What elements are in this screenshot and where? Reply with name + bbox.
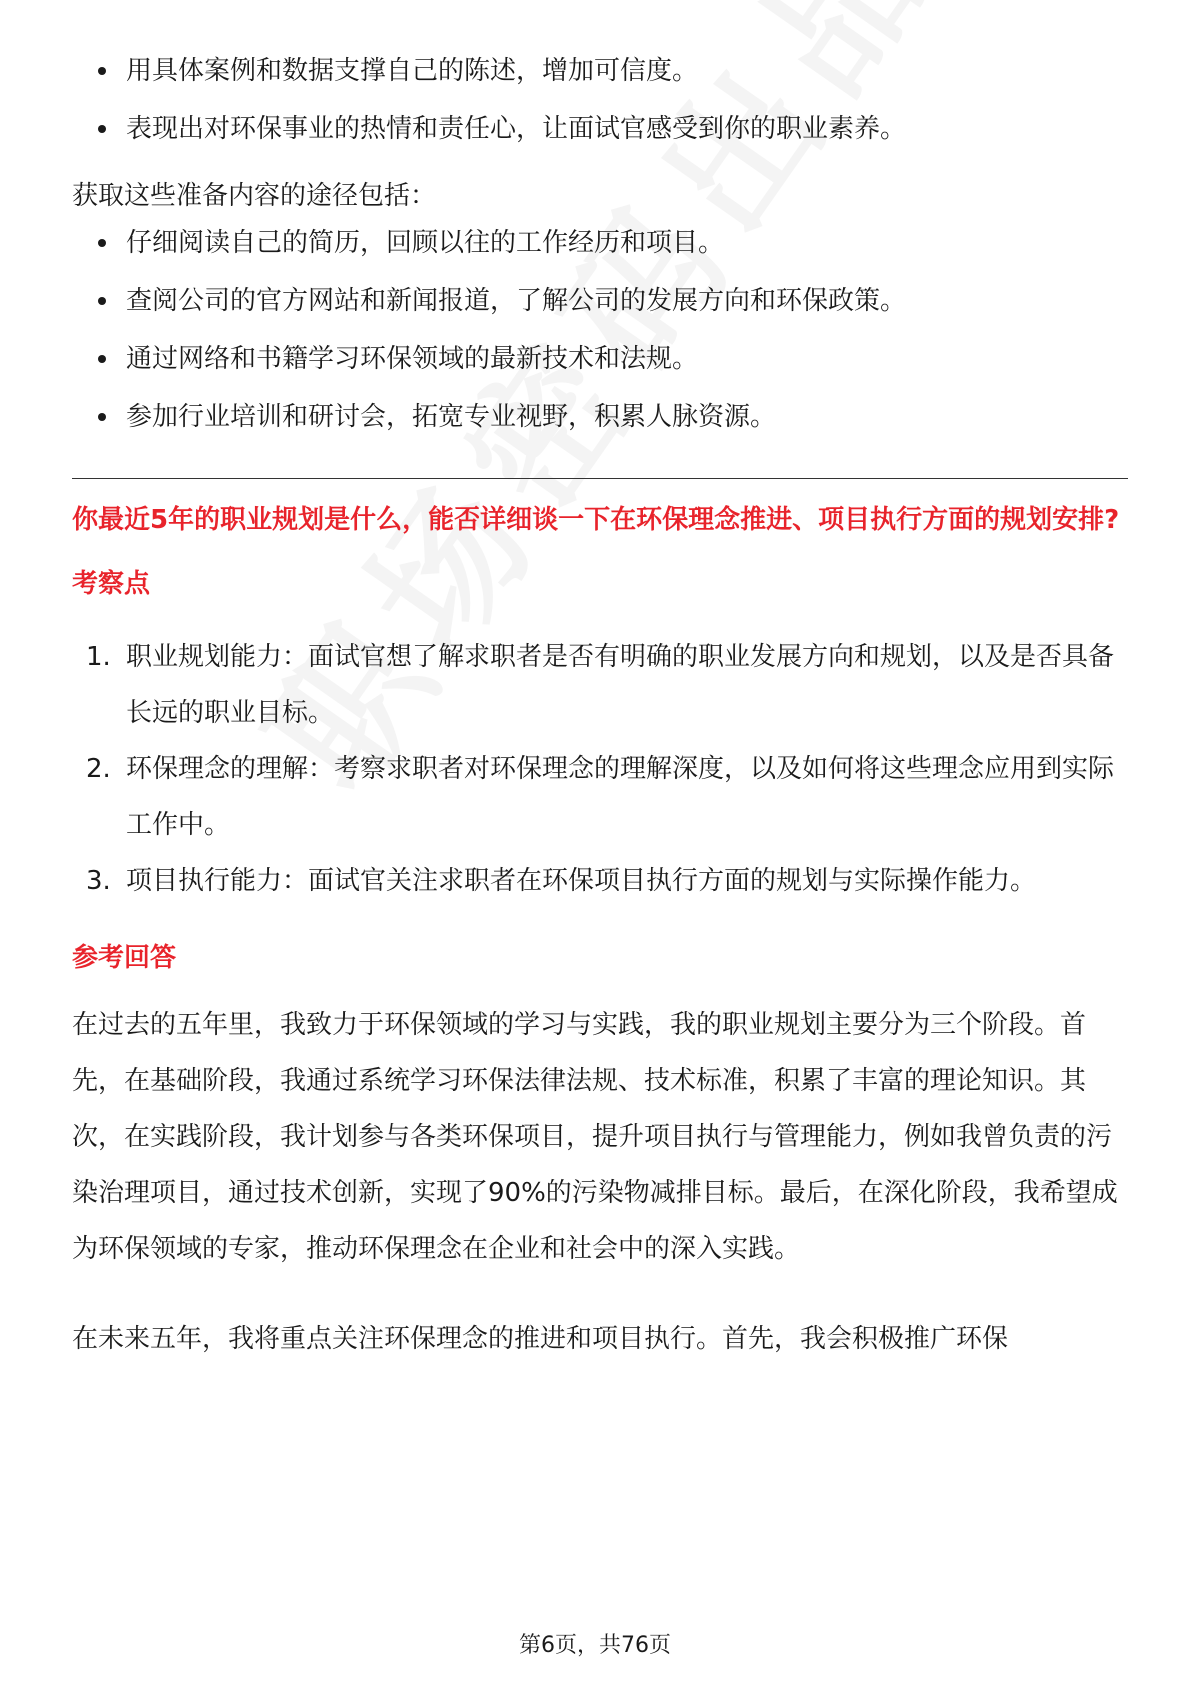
list-item-text: 查阅公司的官方网站和新闻报道，了解公司的发展方向和环保政策。 [126,286,907,316]
list-number: 2. [86,754,111,784]
list-item-text: 参加行业培训和研讨会，拓宽专业视野，积累人脉资源。 [126,402,777,432]
list-item-text: 表现出对环保事业的热情和责任心，让面试官感受到你的职业素养。 [126,114,907,144]
intro-paragraph: 获取这些准备内容的途径包括： [72,181,437,211]
section-heading-answer: 参考回答 [72,943,177,973]
source-bullet-list [72,224,1128,436]
list-number: 1. [86,642,111,672]
bullet-dot-icon [98,239,106,247]
list-item-text: 通过网络和书籍学习环保领域的最新技术和法规。 [126,344,699,374]
list-item [72,741,1128,853]
question-heading: 你最近5年的职业规划是什么，能否详细谈一下在环保理念推进、项目执行方面的规划安排? [72,505,1120,535]
answer-paragraph: 在未来五年，我将重点关注环保理念的推进和项目执行。首先，我会积极推广环保 [72,1324,1009,1354]
list-item [72,224,1128,262]
top-bullet-list [72,52,1128,148]
list-item-text: 仔细阅读自己的简历，回顾以往的工作经历和项目。 [126,228,725,258]
section-divider [72,478,1128,479]
list-item [72,282,1128,320]
list-item-text: 用具体案例和数据支撑自己的陈述，增加可信度。 [126,56,699,86]
bullet-dot-icon [98,413,106,421]
list-item [72,629,1128,741]
page-footer: 第6页，共76页 [519,1633,671,1658]
bullet-dot-icon [98,297,106,305]
section-heading-kaochadian: 考察点 [72,569,151,599]
bullet-dot-icon [98,355,106,363]
answer-body [72,997,1128,1367]
list-item [72,110,1128,148]
list-item [72,398,1128,436]
document-page [72,52,1128,1367]
bullet-dot-icon [98,67,106,75]
list-item [72,853,1128,909]
answer-paragraph: 在过去的五年里，我致力于环保领域的学习与实践，我的职业规划主要分为三个阶段。首先，在基础阶段，我通过系统学习环保法律法规、技术标准，积累了丰富的理论知识。其次，在实践阶段，我计划参与各类环保项目，提升项目执行与管理能力，例如我曾负责的污染治理项目，通过技术创新，实现了90%的污染物减排目标。最后，在深化阶段，我希望成为环保领域的专家，推动环保理念在企业和社会中的深入实践。 [72,1010,1118,1264]
list-item-text: 项目执行能力：面试官关注求职者在环保项目执行方面的规划与实际操作能力。 [126,866,1037,896]
list-item-text: 环保理念的理解：考察求职者对环保理念的理解深度，以及如何将这些理念应用到实际工作中。 [126,754,1115,840]
list-item [72,340,1128,378]
list-item [72,52,1128,90]
bullet-dot-icon [98,125,106,133]
list-item-text: 职业规划能力：面试官想了解求职者是否有明确的职业发展方向和规划，以及是否具备长远的职业目标。 [126,642,1115,728]
assessment-points-list [72,629,1128,909]
list-number: 3. [86,866,111,896]
